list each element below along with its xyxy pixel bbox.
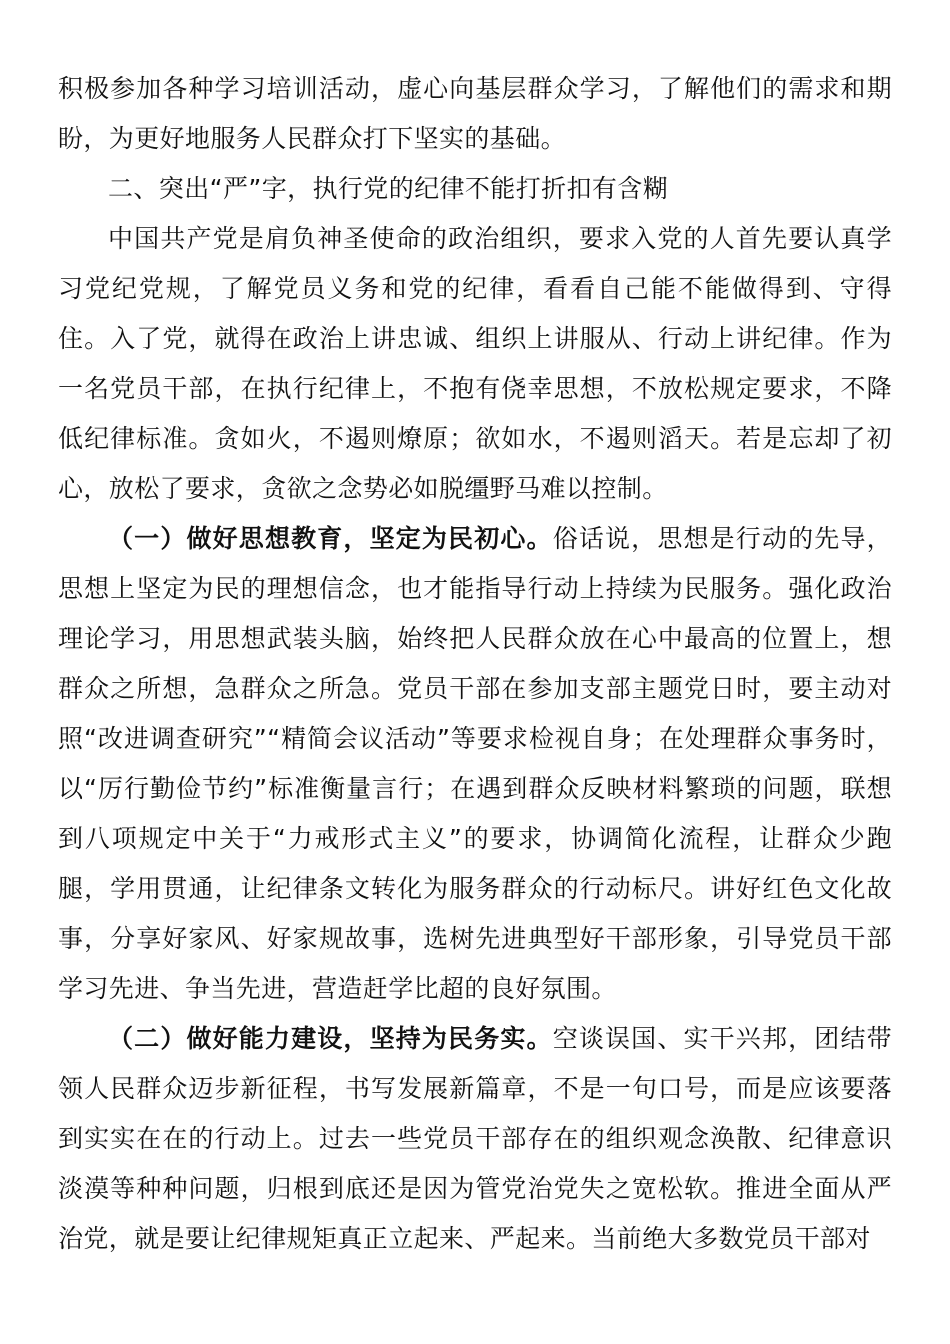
paragraph-continuation xyxy=(58,64,892,164)
subsection-lead: （二）做好能力建设，坚持为民务实。 xyxy=(108,1024,553,1053)
paragraph-discipline xyxy=(58,214,892,514)
section-heading xyxy=(58,164,892,214)
section-heading-text: 二、突出“严”字，执行党的纪律不能打折扣有含糊 xyxy=(108,174,669,203)
subsection-lead: （一）做好思想教育，坚定为民初心。 xyxy=(108,524,553,553)
paragraph-text: 俗话说，思想是行动的先导，思想上坚定为民的理想信念，也才能指导行动上持续为民服务。强化政治理论学习，用思想武装头脑，始终把人民群众放在心中最高的位置上，想群众之所想，急群众之所急。党员干部在参加支部主题党日时，要主动对照“改进调查研究”“精简会议活动”等要求检视自身；在处理群众事务时，以“厉行勤俭节约”标准衡量言行；在遇到群众反映材料繁琐的问题，联想到八项规定中关于“力戒形式主义”的要求，协调简化流程，让群众少跑腿，学用贯通，让纪律条文转化为服务群众的行动标尺。讲好红色文化故事，分享好家风、好家规故事，选树先进典型好干部形象，引导党员干部学习先进、争当先进，营造赶学比超的良好氛围。 xyxy=(58,524,893,1003)
paragraph-text: 空谈误国、实干兴邦，团结带领人民群众迈步新征程，书写发展新篇章，不是一句口号，而是应该要落到实实在在的行动上。过去一些党员干部存在的组织观念涣散、纪律意识淡漠等种种问题，归根到底还是因为管党治党失之宽松软。推进全面从严治党，就是要让纪律规矩真正立起来、严起来。当前绝大多数党员干部对 xyxy=(58,1024,893,1253)
paragraph-text: 积极参加各种学习培训活动，虚心向基层群众学习，了解他们的需求和期盼，为更好地服务人民群众打下坚实的基础。 xyxy=(58,74,892,153)
paragraph-capacity-building xyxy=(58,1014,892,1264)
paragraph-text: 中国共产党是肩负神圣使命的政治组织，要求入党的人首先要认真学习党纪党规，了解党员义务和党的纪律，看看自己能不能做得到、守得住。入了党，就得在政治上讲忠诚、组织上讲服从、行动上讲纪律。作为一名党员干部，在执行纪律上，不抱有侥幸思想，不放松规定要求，不降低纪律标准。贪如火，不遏则燎原；欲如水，不遏则滔天。若是忘却了初心，放松了要求，贪欲之念势必如脱缰野马难以控制。 xyxy=(58,224,892,503)
paragraph-ideological-education xyxy=(58,514,892,1014)
document-body xyxy=(58,64,892,1264)
